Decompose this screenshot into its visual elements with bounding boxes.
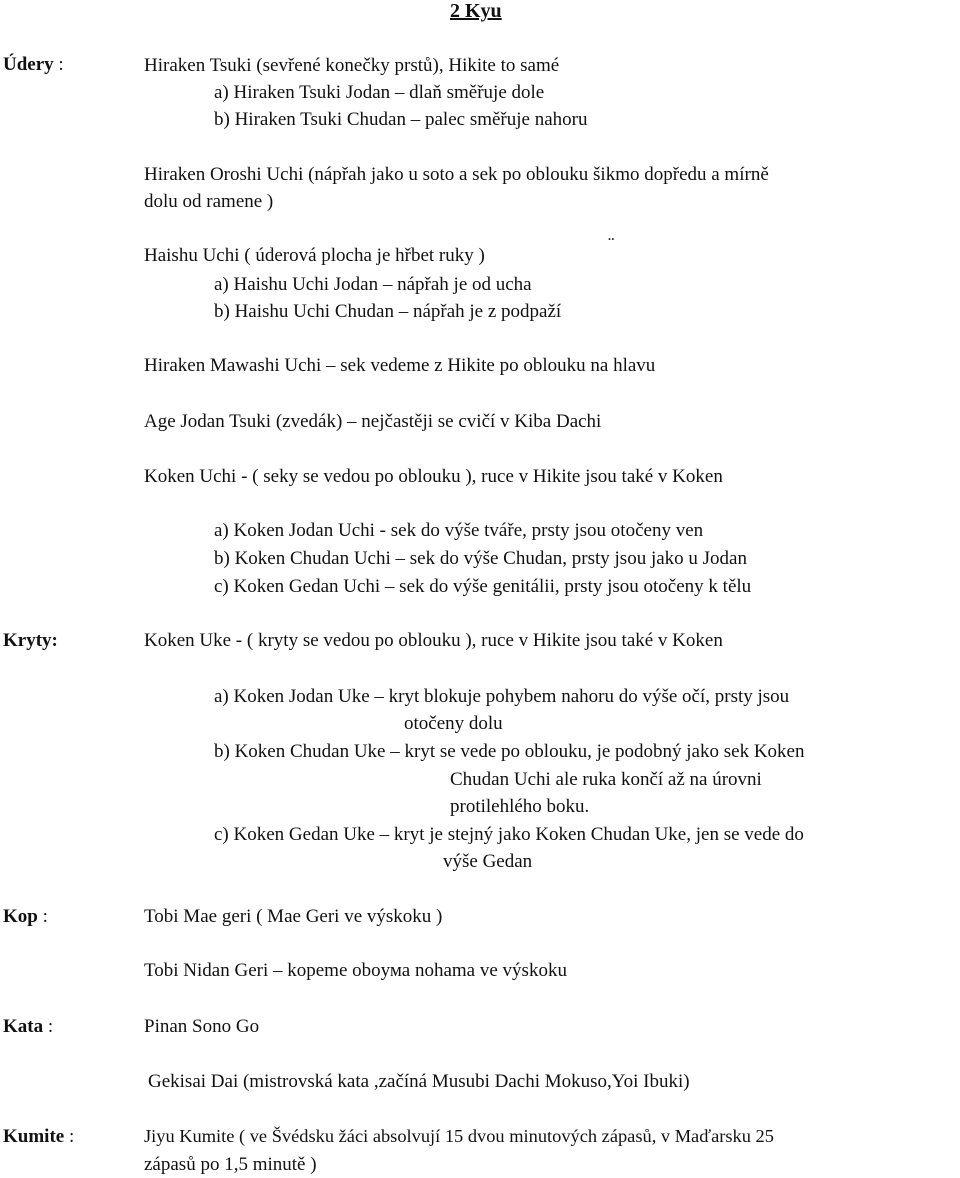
kryty-line: výše Gedan — [443, 851, 533, 872]
section-label-udery — [3, 55, 64, 74]
udery-line: Koken Uchi - ( seky se vedou po oblouku ), ruce v Hikite jsou také v Koken — [144, 466, 723, 487]
section-label-kumite — [3, 1127, 74, 1146]
page-title: 2 Kyu — [450, 0, 502, 22]
udery-line: a) Hiraken Tsuki Jodan – dlaň směřuje dole — [214, 82, 545, 103]
udery-mark: ¨ — [608, 234, 615, 255]
section-label-kop-rest: : — [37, 906, 48, 927]
kata-line: Pinan Sono Go — [144, 1016, 260, 1037]
udery-line: dolu od ramene ) — [144, 191, 274, 212]
kryty-line: b) Koken Chudan Uke – kryt se vede po oblouku, je podobný jako sek Koken — [214, 741, 805, 762]
udery-line: b) Koken Chudan Uchi – sek do výše Chudan, prsty jsou jako u Jodan — [214, 548, 747, 569]
section-label-kryty: Kryty: — [3, 630, 58, 651]
udery-line: a) Haishu Uchi Jodan – nápřah je od ucha — [214, 274, 532, 295]
udery-line: Hiraken Tsuki (sevřené konečky prstů), Hikite to samé — [144, 55, 560, 76]
section-label-kata-bold: Kata — [3, 1016, 44, 1037]
kop-line: Tobi Nidan Geri – kopeme oboума nohama ve výskoku — [144, 960, 567, 981]
kryty-line: Koken Uke - ( kryty se vedou po oblouku ), ruce v Hikite jsou také v Koken — [144, 630, 723, 651]
section-label-kumite-bold: Kumite — [3, 1126, 65, 1147]
section-label-kop — [3, 907, 48, 926]
udery-line: Age Jodan Tsuki (zvedák) – nejčastěji se cvičí v Kiba Dachi — [144, 411, 602, 432]
kryty-line: c) Koken Gedan Uke – kryt je stejný jako Koken Chudan Uke, jen se vede do — [214, 824, 804, 845]
kop-line: Tobi Mae geri ( Mae Geri ve výskoku ) — [144, 906, 443, 927]
kryty-line: Chudan Uchi ale ruka končí až na úrovni — [450, 769, 762, 790]
section-label-udery-bold: Údery — [3, 54, 54, 75]
udery-line: Haishu Uchi ( úderová plocha je hřbet ruky ) — [144, 245, 485, 266]
udery-line: a) Koken Jodan Uchi - sek do výše tváře, prsty jsou otočeny ven — [214, 520, 704, 541]
udery-line: b) Haishu Uchi Chudan – nápřah je z podpaží — [214, 301, 562, 322]
kumite-line: Jiyu Kumite ( ve Švédsku žáci absolvují 15 dvou minutových zápasů, v Maďarsku 25 — [144, 1126, 774, 1146]
udery-line: b) Hiraken Tsuki Chudan – palec směřuje nahoru — [214, 109, 588, 130]
udery-line: Hiraken Oroshi Uchi (nápřah jako u soto a sek po oblouku šikmo dopředu a mírně — [144, 164, 769, 185]
kryty-line: protilehlého boku. — [450, 796, 590, 817]
kryty-line: otočeny dolu — [404, 713, 503, 734]
kata-line: Gekisai Dai (mistrovská kata ,začíná Musubi Dachi Mokuso,Yoi Ibuki) — [148, 1071, 690, 1092]
udery-line: Hiraken Mawashi Uchi – sek vedeme z Hikite po oblouku na hlavu — [144, 355, 656, 376]
section-label-kumite-rest: : — [64, 1126, 75, 1147]
section-label-kata — [3, 1017, 53, 1036]
section-label-kop-bold: Kop — [3, 906, 38, 927]
section-label-kata-rest: : — [43, 1016, 54, 1037]
section-label-udery-rest: : — [53, 54, 64, 75]
udery-line: c) Koken Gedan Uchi – sek do výše genitálii, prsty jsou otočeny k tělu — [214, 576, 752, 597]
kumite-line: zápasů po 1,5 minutě ) — [144, 1154, 317, 1175]
kryty-line: a) Koken Jodan Uke – kryt blokuje pohybem nahoru do výše očí, prsty jsou — [214, 686, 790, 707]
